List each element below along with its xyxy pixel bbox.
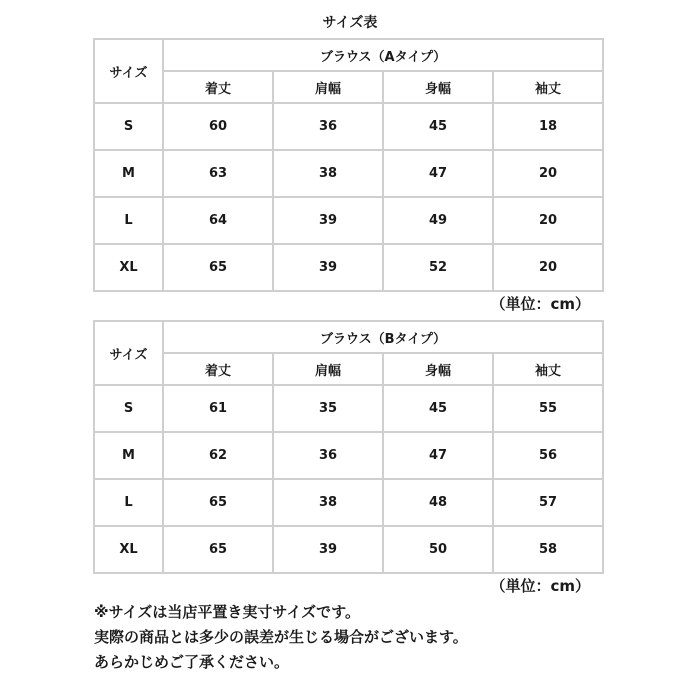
cell: 52 [383,244,493,291]
cell: 63 [163,150,273,197]
size-label: M [94,150,163,197]
type-header: ブラウス（Aタイプ） [163,39,603,71]
cell: 55 [493,385,603,432]
size-label: L [94,479,163,526]
column-header: 着丈 [163,71,273,103]
size-label: L [94,197,163,244]
table-row [94,150,603,197]
cell: 36 [273,103,383,150]
cell: 47 [383,432,493,479]
cell: 61 [163,385,273,432]
column-header: 袖丈 [493,71,603,103]
cell: 39 [273,197,383,244]
cell: 58 [493,526,603,573]
cell: 36 [273,432,383,479]
cell: 48 [383,479,493,526]
cell: 64 [163,197,273,244]
note-line: あらかじめご了承ください。 [94,653,290,671]
unit-label: （単位：cm） [490,295,590,313]
column-header: 肩幅 [273,353,383,385]
size-table-b [93,320,604,574]
column-header: 身幅 [383,353,493,385]
cell: 65 [163,244,273,291]
cell: 20 [493,197,603,244]
cell: 35 [273,385,383,432]
cell: 60 [163,103,273,150]
cell: 20 [493,244,603,291]
column-header: 着丈 [163,353,273,385]
cell: 62 [163,432,273,479]
note-line: 実際の商品とは多少の誤差が生じる場合がございます。 [94,628,468,646]
cell: 20 [493,150,603,197]
table-row [94,244,603,291]
size-table-a [93,38,604,292]
size-label: M [94,432,163,479]
size-label: S [94,103,163,150]
type-header: ブラウス（Bタイプ） [163,321,603,353]
table-row [94,432,603,479]
column-header: 袖丈 [493,353,603,385]
unit-label: （単位：cm） [490,577,590,595]
cell: 38 [273,479,383,526]
cell: 65 [163,479,273,526]
table-row [94,526,603,573]
cell: 47 [383,150,493,197]
size-header: サイズ [94,39,163,103]
size-label: S [94,385,163,432]
column-header: 身幅 [383,71,493,103]
cell: 65 [163,526,273,573]
cell: 56 [493,432,603,479]
cell: 39 [273,526,383,573]
cell: 50 [383,526,493,573]
cell: 49 [383,197,493,244]
column-header: 肩幅 [273,71,383,103]
table-row [94,385,603,432]
cell: 18 [493,103,603,150]
page-title: サイズ表 [322,15,378,31]
cell: 45 [383,103,493,150]
cell: 45 [383,385,493,432]
table-row [94,103,603,150]
note-line: ※サイズは当店平置き実寸サイズです。 [94,603,360,621]
notes [94,600,468,675]
table-row [94,479,603,526]
size-header: サイズ [94,321,163,385]
table-row [94,197,603,244]
size-label: XL [94,526,163,573]
cell: 57 [493,479,603,526]
cell: 39 [273,244,383,291]
size-label: XL [94,244,163,291]
cell: 38 [273,150,383,197]
